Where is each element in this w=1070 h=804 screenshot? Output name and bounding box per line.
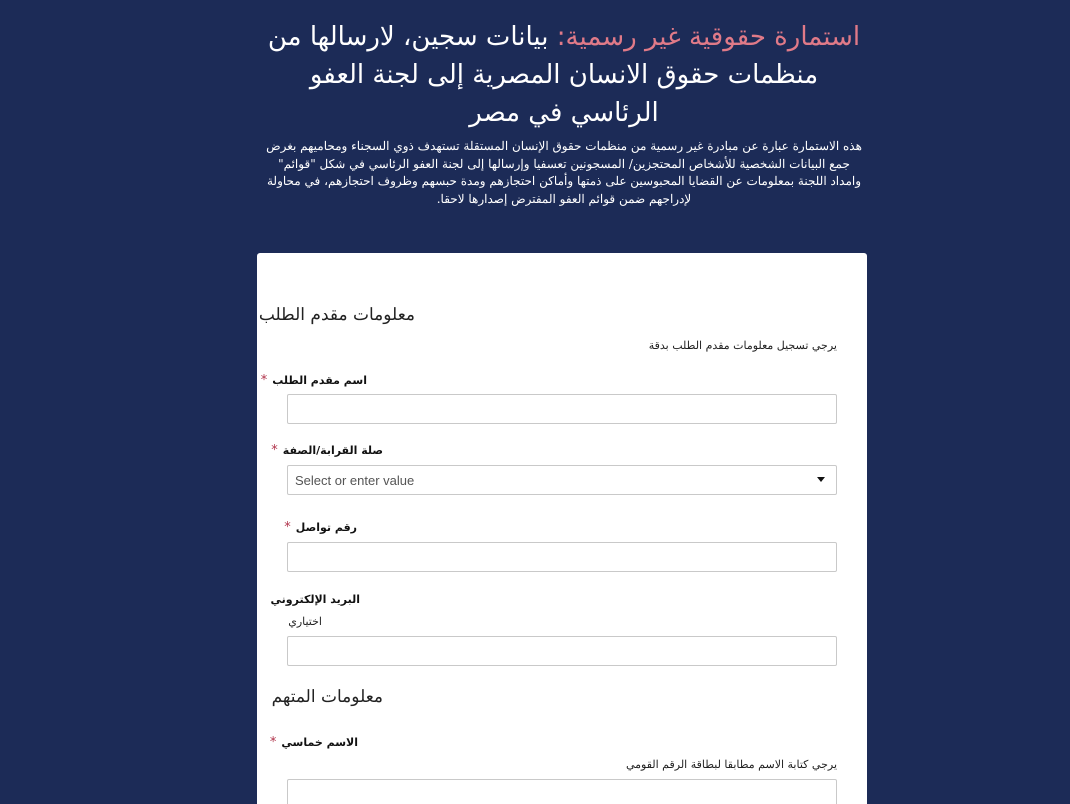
title-main: بيانات سجين، لارسالها من منظمات حقوق الانسان المصرية إلى لجنة العفو الرئاسي في مصر [267, 22, 819, 128]
applicant-name-label-text: اسم مقدم الطلب [272, 374, 367, 387]
page-title [262, 18, 866, 132]
relation-label [271, 443, 383, 458]
intro-text: هذه الاستمارة عبارة عن مبادرة غير رسمية من منظمات حقوق الإنسان المستقلة تستهدف ذوي السجناء ومحاميهم بغرض جمع البيانات الشخصية للأشخاص المحتجزين/ المسجونين تعسفيا وإرسالها إلى لجنة العفو الرئاسي في شكل "قوائم" وامداد اللجنة بمعلومات عن القضايا المحبوسين على ذمتها وأماكن احتجازهم ومدة حبسهم وظروف احتجازهم، في محاولة لإدراجهم ضمن قوائم العفو المفترض إصدارها لاحقا. [266, 139, 862, 206]
applicant-section-title: معلومات مقدم الطلب [258, 305, 415, 325]
email-input[interactable] [287, 636, 837, 666]
accused-full-name-hint: يرجي كتابة الاسم مطابقا لبطاقة الرقم القومي [625, 758, 837, 771]
accused-full-name-label [270, 735, 358, 750]
applicant-name-label [261, 373, 367, 388]
relation-select[interactable] [287, 465, 837, 495]
relation-select-placeholder: Select or enter value [295, 473, 415, 488]
email-optional-note: اختياري [288, 615, 322, 628]
email-label: البريد الإلكتروني [270, 593, 360, 606]
relation-label-text: صلة القرابة/الصفة [282, 444, 383, 457]
required-asterisk: * [269, 735, 277, 750]
required-asterisk: * [284, 520, 291, 535]
applicant-name-input[interactable] [287, 394, 837, 424]
contact-number-label [284, 520, 357, 535]
page-header [262, 18, 866, 208]
accused-full-name-label-text: الاسم خماسي [281, 736, 358, 749]
required-asterisk: * [260, 373, 268, 388]
contact-number-label-text: رقم تواصل [295, 521, 357, 534]
accused-section-title: معلومات المتهم [271, 687, 383, 707]
accused-full-name-input[interactable] [287, 779, 837, 804]
title-accent: استمارة حقوقية غير رسمية: [556, 22, 861, 52]
required-asterisk: * [271, 443, 278, 458]
applicant-section-hint: يرجي تسجيل معلومات مقدم الطلب بدقة [648, 339, 837, 352]
form-card [257, 253, 867, 804]
caret-down-icon[interactable] [817, 477, 825, 482]
contact-number-input[interactable] [287, 542, 837, 572]
